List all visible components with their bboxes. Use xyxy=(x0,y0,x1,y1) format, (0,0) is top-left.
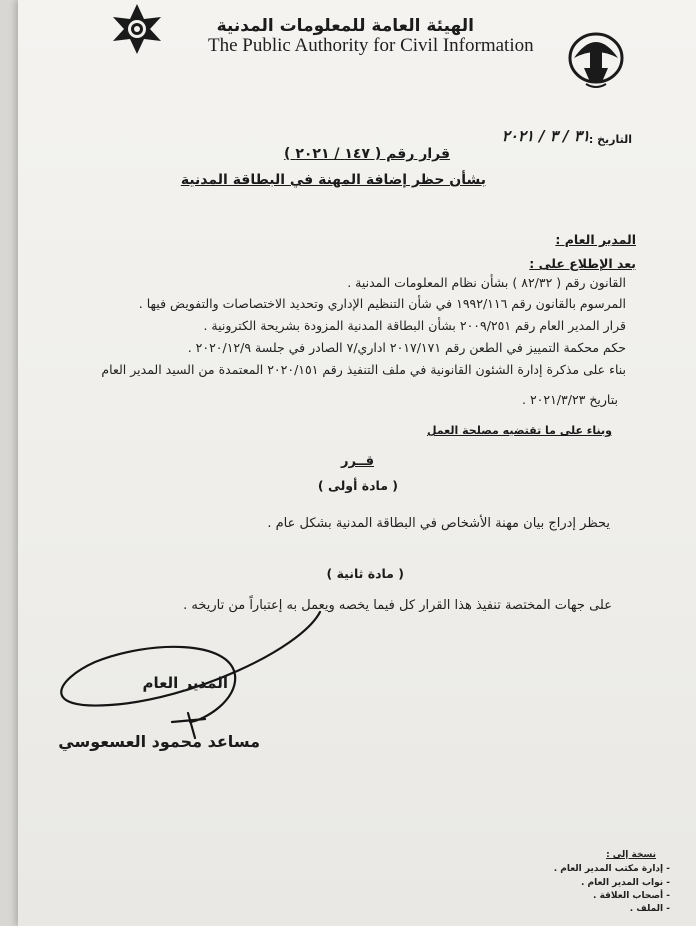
copies-item: - أصحاب العلاقة . xyxy=(593,891,670,901)
copies-heading: نسخة إلى : xyxy=(606,850,656,860)
copies-item: - الملف . xyxy=(629,904,670,914)
preamble-item: بناء على مذكرة إدارة الشئون القانونية في ملف التنفيذ رقم ٢٠٢٠/١٥١ المعتمدة من السيد المدير العام xyxy=(101,362,626,377)
signatory-name: مساعد محمود العسعوسي xyxy=(58,732,260,751)
preamble-item: المرسوم بالقانون رقم ١٩٩٢/١١٦ في شأن التنظيم الإداري وتحديد الاختصاصات والتفويض فيها . xyxy=(138,296,626,311)
preamble-item: قرار المدير العام رقم ٢٠٠٩/٢٥١ بشأن البطاقة المدنية المزودة بشريحة الكترونية . xyxy=(203,318,626,333)
decision-subject: بشأن حظر إضافة المهنة في البطاقة المدنية xyxy=(180,172,486,188)
article-2-text: على جهات المختصة تنفيذ هذا القرار كل فيما يخصه ويعمل به إعتباراً من تاريخه . xyxy=(183,598,612,613)
signatory-title: المدير العام xyxy=(142,674,228,692)
date-label: التاريخ : xyxy=(588,133,632,146)
after-review-label: بعد الإطلاع على : xyxy=(529,256,636,271)
preamble-item-continuation: بتاريخ ٢٠٢١/٣/٢٣ . xyxy=(522,392,618,407)
interest-clause: وبناء على ما تقتضيه مصلحة العمل xyxy=(426,424,612,437)
copies-item: - إدارة مكتب المدير العام . xyxy=(553,864,670,874)
article-1-text: يحظر إدراج بيان مهنة الأشخاص في البطاقة المدنية بشكل عام . xyxy=(267,516,610,531)
authority-name-english: The Public Authority for Civil Information xyxy=(208,35,534,56)
preamble-item: القانون رقم ( ٨٢/٣٢ ) بشأن نظام المعلومات المدنية . xyxy=(347,275,626,290)
article-2-title: ( مادة ثانية ) xyxy=(326,566,404,581)
authority-name-arabic: الهيئة العامة للمعلومات المدنية xyxy=(216,16,474,36)
preamble-item: حكم محكمة التمييز في الطعن رقم ٢٠١٧/١٧١ اداري/٧ الصادر في جلسة ٢٠٢٠/١٢/٩ . xyxy=(187,340,626,355)
article-1-title: ( مادة أولى ) xyxy=(317,478,398,493)
copies-item: - نواب المدير العام . xyxy=(580,878,670,888)
date-value: ٣١ / ٣ / ٢٠٢١ xyxy=(501,127,590,145)
resolution-heading: قــرر xyxy=(341,454,374,469)
decision-number: قرار رقم ( ١٤٧ / ٢٠٢١ ) xyxy=(284,146,450,162)
addressee: المدير العام : xyxy=(555,232,636,247)
